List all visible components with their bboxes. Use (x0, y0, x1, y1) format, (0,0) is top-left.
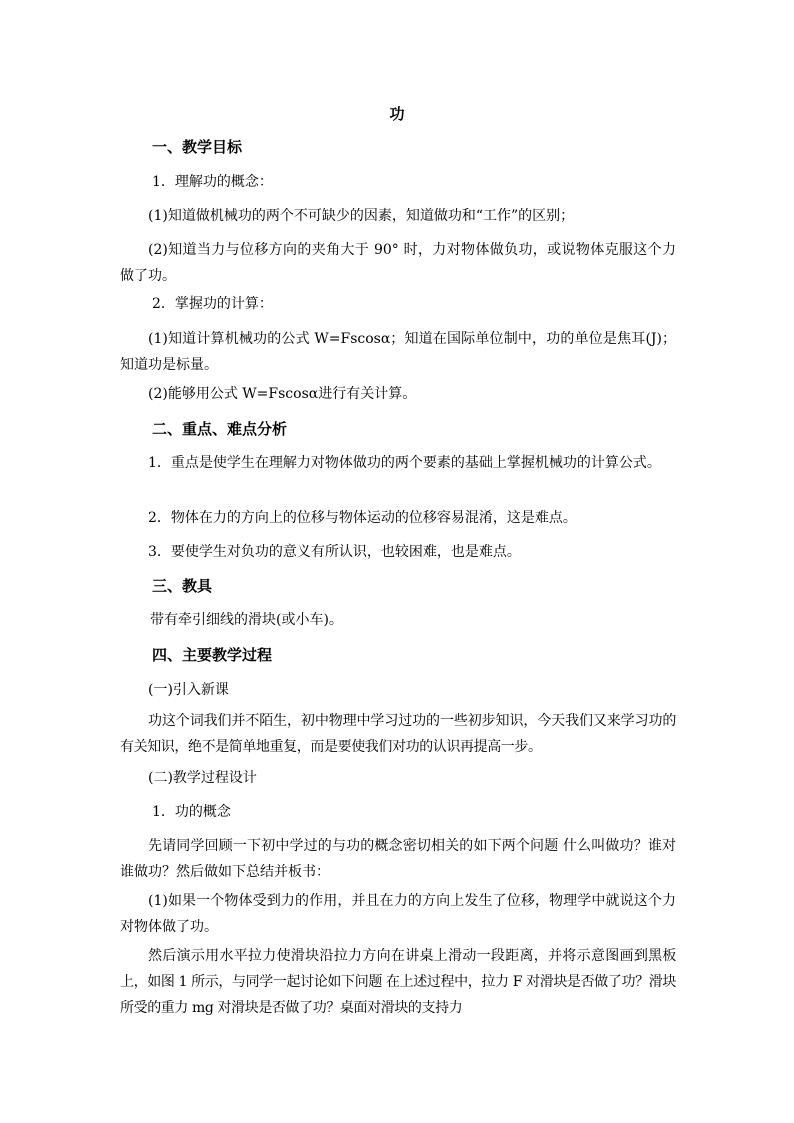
work-concept-paragraph-2: (1)如果一个物体受到力的作用，并且在力的方向上发生了位移，物理学中就说这个力对物体做了功。 (120, 893, 676, 935)
keypoint-item-1: 1．重点是使学生在理解力对物体做功的两个要素的基础上掌握机械功的计算公式。 (148, 455, 661, 471)
section-heading-objectives: 一、教学目标 (152, 138, 243, 156)
section-heading-equipment: 三、教具 (152, 577, 213, 595)
section-heading-keypoints: 二、重点、难点分析 (152, 420, 288, 438)
work-concept-paragraph-3: 然后演示用水平拉力使滑块沿拉力方向在讲桌上滑动一段距离，并将示意图画到黑板上，如图 1 所示，与同学一起讨论如下问题 在上述过程中，拉力 F 对滑块是否做了功？滑块所受的重力 mg 对滑块是否做了功？桌面对滑块的支持力 (120, 948, 676, 1016)
document-title: 功 (389, 105, 405, 123)
process-sub-heading-1: (一)引入新课 (148, 682, 229, 698)
work-concept-heading: 1．功的概念 (152, 804, 231, 820)
section-heading-process: 四、主要教学过程 (152, 646, 273, 664)
keypoint-item-3: 3．要使学生对负功的意义有所认识，也较困难，也是难点。 (148, 544, 521, 560)
keypoint-item-2: 2．物体在力的方向上的位移与物体运动的位移容易混淆，这是难点。 (148, 510, 577, 526)
objective-item-1a: (1)知道做机械功的两个不可缺少的因素，知道做功和“工作”的区别； (148, 208, 575, 224)
process-sub-heading-2: (二)教学过程设计 (148, 770, 257, 786)
work-concept-paragraph-1: 先请同学回顾一下初中学过的与功的概念密切相关的如下两个问题 什么叫做功？谁对谁做功？然后做如下总结并板书： (120, 838, 676, 880)
objective-item-2: 2．掌握功的计算： (152, 296, 273, 312)
objective-item-1b: (2)知道当力与位移方向的夹角大于 90° 时，力对物体做负功，或说物体克服这个力做了功。 (120, 242, 676, 284)
objective-item-1: 1．理解功的概念： (152, 174, 273, 190)
objective-item-2b: (2)能够用公式 W=Fscosα进行有关计算。 (148, 386, 417, 402)
process-intro-text: 功这个词我们并不陌生，初中物理中学习过功的一些初步知识，今天我们又来学习功的有关知识，绝不是简单地重复，而是要使我们对功的认识再提高一步。 (120, 713, 676, 755)
objective-item-2a: (1)知道计算机械功的公式 W=Fscosα；知道在国际单位制中，功的单位是焦耳(J)；知道功是标量。 (120, 331, 676, 373)
equipment-text: 带有牵引细线的滑块(或小车)。 (150, 612, 343, 628)
